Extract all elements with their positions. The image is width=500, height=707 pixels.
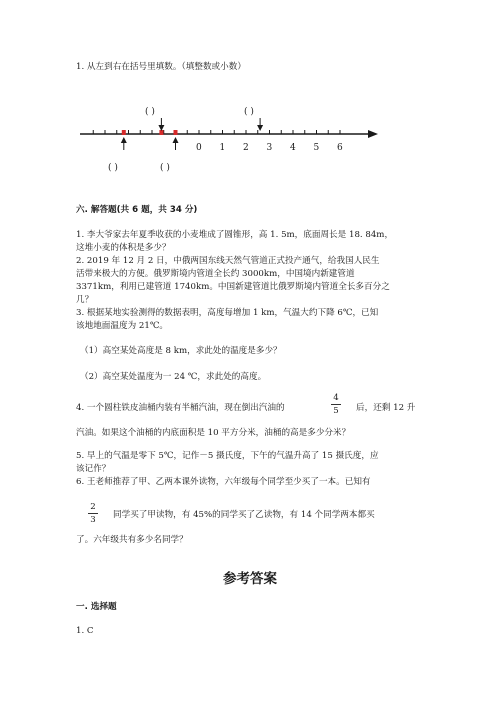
problem-3-sub-2: （2）高空某处温度为一 24 ℃，求此处的高度。: [80, 372, 267, 382]
problem-6-line-2: 同学买了甲读物，有 45%的同学买了乙读物，有 14 个同学两本都买: [113, 510, 375, 520]
paren-top-left: ( ): [145, 107, 155, 117]
fraction-denominator: 3: [90, 515, 96, 525]
problem-5-line-2: 该记作？: [76, 464, 111, 474]
problem-3-line-2: 该地地面温度为 21℃。: [76, 321, 169, 331]
problem-6-line-1: 6. 王老师推荐了甲、乙两本课外读物，六年级每个同学至少买了一本。已知有: [76, 477, 371, 487]
problem-3-line-1: 3. 根据某地实验测得的数据表明，高度每增加 1 km，气温大约下降 6℃，已知: [76, 308, 379, 318]
red-marker-3: [174, 130, 178, 135]
paren-top-right: ( ): [244, 107, 254, 117]
tick-label: 1: [219, 143, 226, 153]
problem-4-line-1a: 4. 一个圆柱铁皮油桶内装有半桶汽油，现在倒出汽油的: [76, 403, 285, 413]
problem-4-line-1b: 后，还剩 12 升: [356, 403, 416, 413]
problem-2-line-4: 几？: [76, 295, 94, 305]
problem-6-fraction: [88, 502, 98, 525]
paren-bottom-right: ( ): [160, 163, 170, 173]
fraction-numerator: 4: [333, 393, 339, 403]
problem-1-line-1: 1. 李大爷家去年夏季收获的小麦堆成了圆锥形，高 1. 5m，底面周长是 18. 84m，: [76, 230, 394, 240]
fraction-bar: [88, 513, 98, 514]
tick-label: 3: [266, 143, 273, 153]
answers-section-1-heading: 一. 选择题: [76, 602, 117, 612]
paren-bottom-left: ( ): [108, 163, 118, 173]
fraction-denominator: 5: [333, 406, 339, 416]
problem-1-line-2: 这堆小麦的体积是多少？: [76, 243, 171, 253]
problem-4-line-2: 汽油。如果这个油桶的内底面积是 10 平方分米，油桶的高是多少分米？: [76, 428, 351, 438]
problem-6-line-3: 了。六年级共有多少名同学？: [76, 535, 188, 545]
red-marker-1: [122, 130, 126, 135]
tick-label: 4: [290, 143, 296, 153]
up-arrow-left-head: [121, 137, 127, 143]
problem-2-line-1: 2. 2019 年 12 月 2 日，中俄两国东线天然气管道正式投产通气，给我国人民生: [76, 256, 380, 266]
tick-label: 2: [243, 143, 249, 153]
problem-2-line-2: 活带来极大的方便。俄罗斯境内管道全长约 3000km，中国境内新建管道: [76, 269, 355, 279]
answer-1: 1. C: [76, 626, 94, 636]
section-6-heading: 六. 解答题(共 6 题，共 34 分): [76, 205, 198, 215]
up-arrow-right-head: [173, 137, 179, 143]
fraction-numerator: 2: [90, 502, 96, 512]
fraction-bar: [331, 404, 341, 405]
tick-label: 5: [313, 143, 320, 153]
tick-label: 0: [196, 143, 202, 153]
problem-2-line-3: 3371km，利用已建管道 1740km。中国新建管道比俄罗斯境内管道全长多百分之: [76, 282, 390, 292]
answers-title: 参考答案: [223, 571, 277, 587]
problem-5-line-1: 5. 早上的气温是零下 5℃，记作－5 摄氏度，下午的气温升高了 15 摄氏度，应: [76, 451, 379, 461]
problem-4-fraction: [331, 393, 341, 416]
question-1-prompt: 1. 从左到右在括号里填数。（填整数或小数）: [76, 62, 246, 72]
problem-3-sub-1: （1）高空某处高度是 8 km，求此处的温度是多少？: [80, 346, 282, 356]
axis-arrowhead: [368, 130, 378, 138]
tick-label: 6: [337, 143, 343, 153]
